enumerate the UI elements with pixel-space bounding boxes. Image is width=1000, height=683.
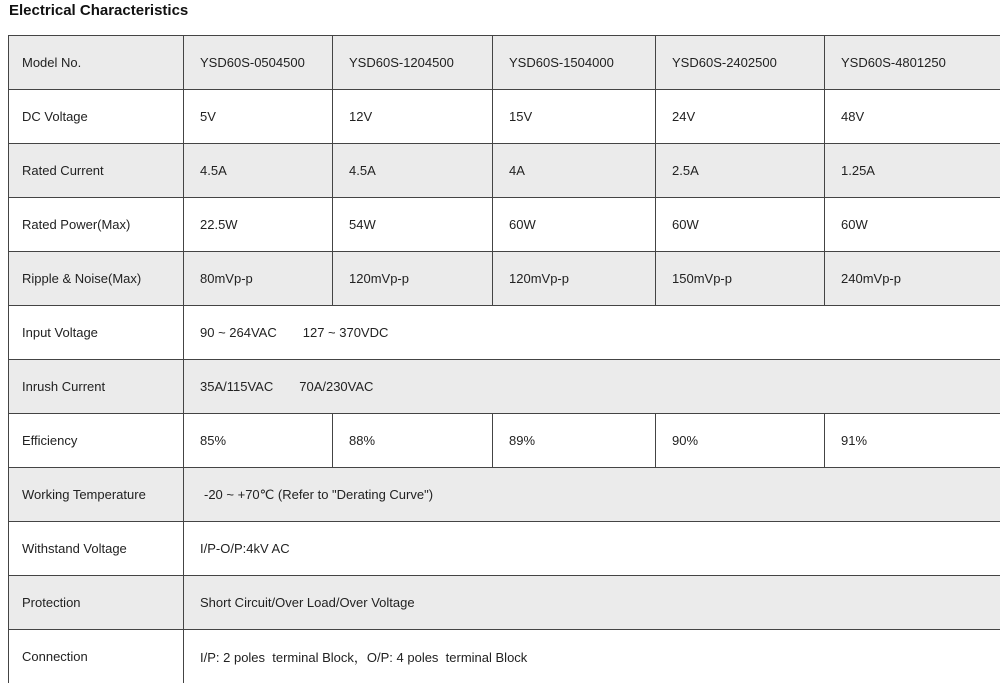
cell-value: I/P: 2 poles terminal Block，O/P: 4 poles terminal Block [184, 630, 1000, 683]
cell-value: 150mVp-p [656, 252, 825, 306]
cell-value: 90% [656, 414, 825, 468]
row-ripple-noise [9, 252, 1000, 306]
cell-model: YSD60S-1204500 [333, 36, 493, 90]
cell-value: 2.5A [656, 144, 825, 198]
row-label: Protection [9, 576, 184, 630]
cell-value: 89% [493, 414, 656, 468]
row-withstand-voltage [9, 522, 1000, 576]
row-dc-voltage [9, 90, 1000, 144]
row-working-temperature [9, 468, 1000, 522]
cell-model: YSD60S-2402500 [656, 36, 825, 90]
cell-value: 91% [825, 414, 1000, 468]
cell-value: 54W [333, 198, 493, 252]
row-label: Ripple & Noise(Max) [9, 252, 184, 306]
cell-value: 4.5A [333, 144, 493, 198]
cell-value: I/P-O/P:4kV AC [184, 522, 1000, 576]
cell-value [184, 306, 1000, 360]
cell-value: 15V [493, 90, 656, 144]
input-voltage-dc: 127 ~ 370VDC [303, 325, 389, 340]
row-label: Withstand Voltage [9, 522, 184, 576]
cell-value: 4A [493, 144, 656, 198]
cell-model: YSD60S-1504000 [493, 36, 656, 90]
cell-model: YSD60S-0504500 [184, 36, 333, 90]
row-rated-power [9, 198, 1000, 252]
electrical-characteristics-table [8, 35, 1000, 683]
cell-value: 240mVp-p [825, 252, 1000, 306]
cell-value: 1.25A [825, 144, 1000, 198]
cell-value: 24V [656, 90, 825, 144]
row-label: Efficiency [9, 414, 184, 468]
row-label: DC Voltage [9, 90, 184, 144]
cell-value: 120mVp-p [333, 252, 493, 306]
cell-value: 5V [184, 90, 333, 144]
row-label: Model No. [9, 36, 184, 90]
cell-value: 12V [333, 90, 493, 144]
row-model-no [9, 36, 1000, 90]
input-voltage-ac: 90 ~ 264VAC [200, 325, 277, 340]
cell-value: 85% [184, 414, 333, 468]
cell-value: 120mVp-p [493, 252, 656, 306]
cell-model: YSD60S-4801250 [825, 36, 1000, 90]
row-label: Working Temperature [9, 468, 184, 522]
row-efficiency [9, 414, 1000, 468]
inrush-115vac: 35A/115VAC [200, 379, 273, 394]
row-label: Rated Current [9, 144, 184, 198]
cell-value: 22.5W [184, 198, 333, 252]
cell-value: -20 ~ +70℃ (Refer to "Derating Curve") [184, 468, 1000, 522]
row-connection [9, 630, 1000, 683]
cell-value: Short Circuit/Over Load/Over Voltage [184, 576, 1000, 630]
row-label: Input Voltage [9, 306, 184, 360]
inrush-230vac: 70A/230VAC [299, 379, 373, 394]
cell-value: 48V [825, 90, 1000, 144]
cell-value: 88% [333, 414, 493, 468]
cell-value: 60W [493, 198, 656, 252]
cell-value: 60W [656, 198, 825, 252]
row-label: Connection [9, 630, 184, 683]
section-title: Electrical Characteristics [9, 1, 188, 21]
cell-value [184, 360, 1000, 414]
cell-value: 60W [825, 198, 1000, 252]
row-rated-current [9, 144, 1000, 198]
cell-value: 4.5A [184, 144, 333, 198]
row-inrush-current [9, 360, 1000, 414]
row-protection [9, 576, 1000, 630]
row-label: Inrush Current [9, 360, 184, 414]
row-label: Rated Power(Max) [9, 198, 184, 252]
row-input-voltage [9, 306, 1000, 360]
cell-value: 80mVp-p [184, 252, 333, 306]
